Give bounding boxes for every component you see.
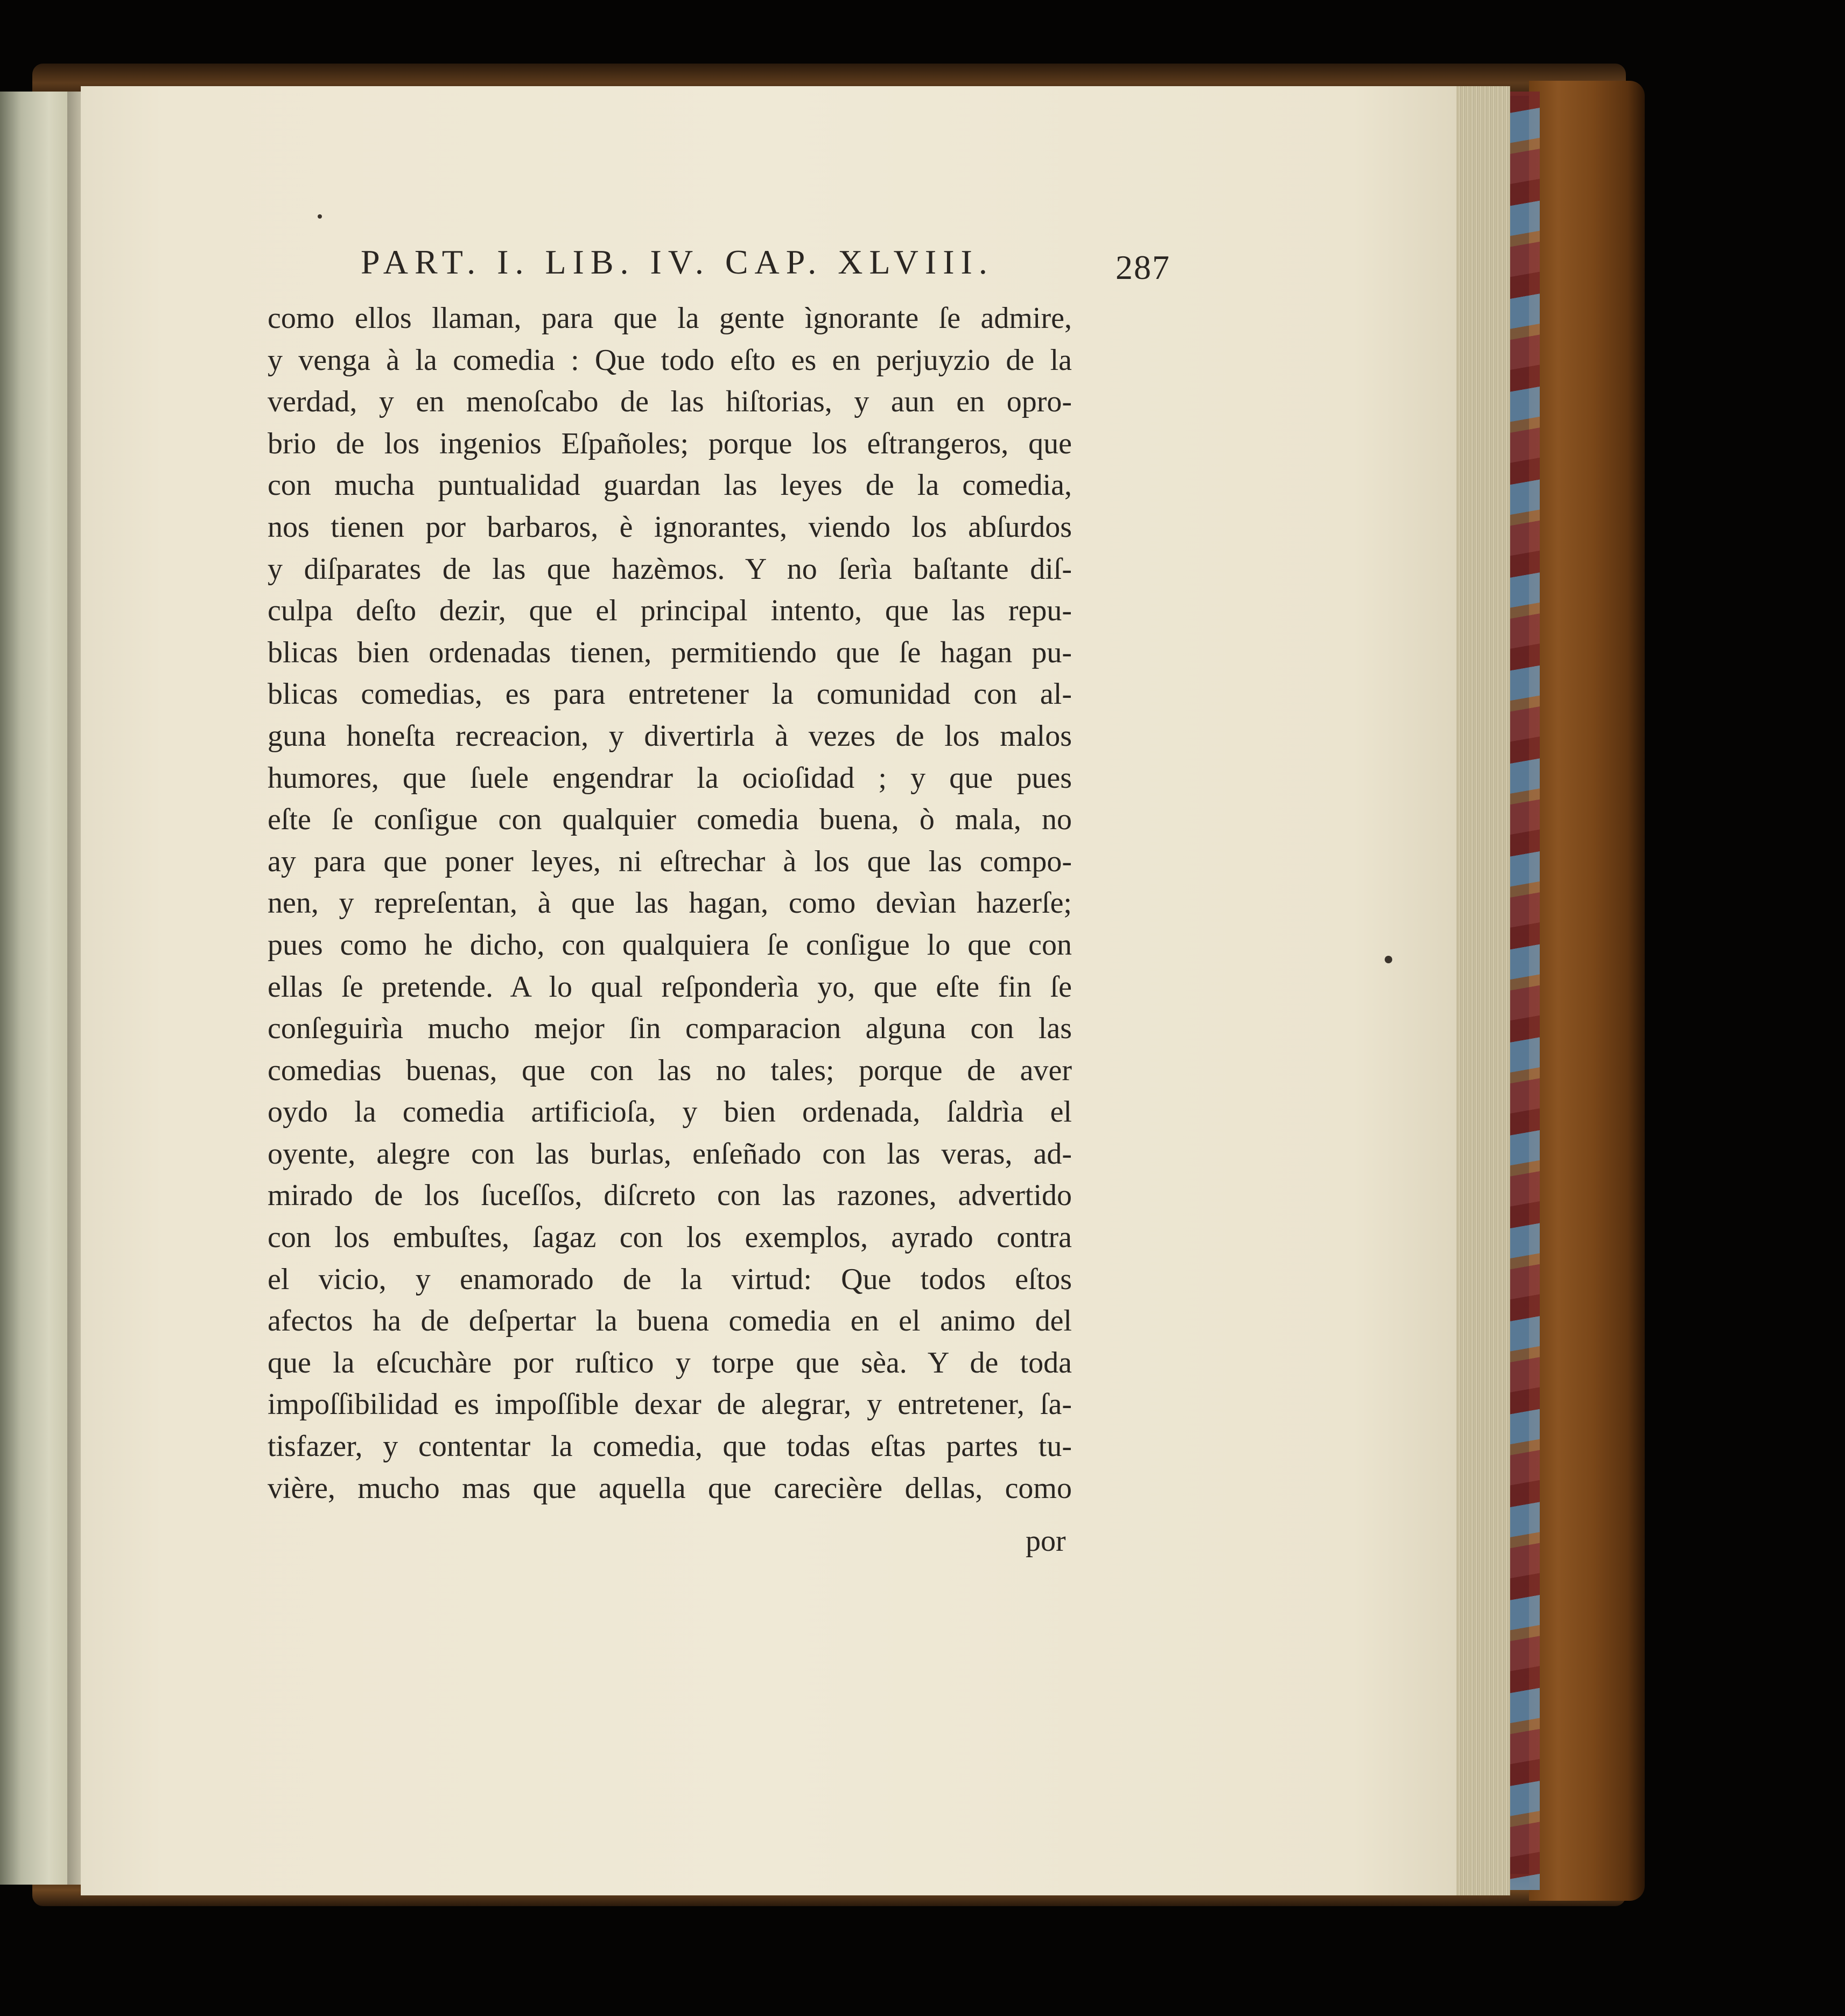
- text-line: oyente, alegre con las burlas, enſeñado con las veras, ad-: [268, 1137, 1072, 1171]
- page-header: [0, 242, 1845, 291]
- ink-speck: [318, 214, 322, 219]
- text-line: con mucha puntualidad guardan las leyes de la comedia,: [268, 468, 1072, 502]
- text-line: oydo la comedia artificioſa, y bien ordenada, ſaldrìa el: [268, 1095, 1072, 1129]
- page-block-edges: [1456, 86, 1510, 1895]
- page-number: 287: [1116, 248, 1170, 286]
- text-line: con los embuſtes, ſagaz con los exemplos, ayrado contra: [268, 1221, 1072, 1255]
- text-line: blicas comedias, es para entretener la comunidad con al-: [268, 677, 1072, 711]
- text-line: vière, mucho mas que aquella que carecière dellas, como: [268, 1471, 1072, 1505]
- catchword: por: [1026, 1524, 1066, 1558]
- text-line: comedias buenas, que con las no tales; porque de aver: [268, 1053, 1072, 1087]
- text-line: que la eſcuchàre por ruſtico y torpe que sèa. Y de toda: [268, 1346, 1072, 1380]
- text-line: afectos ha de deſpertar la buena comedia en el animo del: [268, 1304, 1072, 1338]
- marbled-endpaper-edge: [1507, 92, 1540, 1890]
- body-text: [268, 298, 1072, 1509]
- text-line: eſte ſe conſigue con qualquier comedia buena, ò mala, no: [268, 803, 1072, 837]
- text-line: tisfazer, y contentar la comedia, que todas eſtas partes tu-: [268, 1430, 1072, 1464]
- text-line: mirado de los ſuceſſos, diſcreto con las razones, advertido: [268, 1179, 1072, 1213]
- text-line: como ellos llaman, para que la gente ìgnorante ſe admire,: [268, 302, 1072, 335]
- text-line: nen, y repreſentan, à que las hagan, como devìan hazerſe;: [268, 886, 1072, 920]
- text-line: ay para que poner leyes, ni eſtrechar à los que las compo-: [268, 844, 1072, 878]
- left-facing-page: [0, 92, 70, 1885]
- text-line: humores, que ſuele engendrar la ocioſidad ; y que pues: [268, 761, 1072, 795]
- text-line: culpa deſto dezir, que el principal intento, que las repu-: [268, 594, 1072, 628]
- text-line: blicas bien ordenadas tienen, permitiendo que ſe hagan pu-: [268, 635, 1072, 669]
- text-line: brio de los ingenios Eſpañoles; porque los eſtrangeros, que: [268, 426, 1072, 460]
- text-line: y venga à la comedia : Que todo eſto es en perjuyzio de la: [268, 343, 1072, 377]
- text-line: el vicio, y enamorado de la virtud: Que todos eſtos: [268, 1262, 1072, 1296]
- text-line: nos tienen por barbaros, è ignorantes, viendo los abſurdos: [268, 510, 1072, 544]
- text-line: impoſſibilidad es impoſſible dexar de alegrar, y entretener, ſa-: [268, 1388, 1072, 1422]
- running-head: PART. I. LIB. IV. CAP. XLVIII.: [361, 243, 994, 281]
- text-line: conſeguirìa mucho mejor ſin comparacion alguna con las: [268, 1012, 1072, 1046]
- text-line: y diſparates de las que hazèmos. Y no ſerìa baſtante diſ-: [268, 552, 1072, 586]
- text-line: ellas ſe pretende. A lo qual reſponderìa yo, que eſte fin ſe: [268, 970, 1072, 1004]
- book-cover-leather: [1529, 81, 1645, 1901]
- text-line: pues como he dicho, con qualquiera ſe conſigue lo que con: [268, 928, 1072, 962]
- ink-speck: [1385, 956, 1392, 963]
- text-line: verdad, y en menoſcabo de las hiſtorias, y aun en opro-: [268, 385, 1072, 419]
- text-line: guna honeſta recreacion, y divertirla à vezes de los malos: [268, 719, 1072, 753]
